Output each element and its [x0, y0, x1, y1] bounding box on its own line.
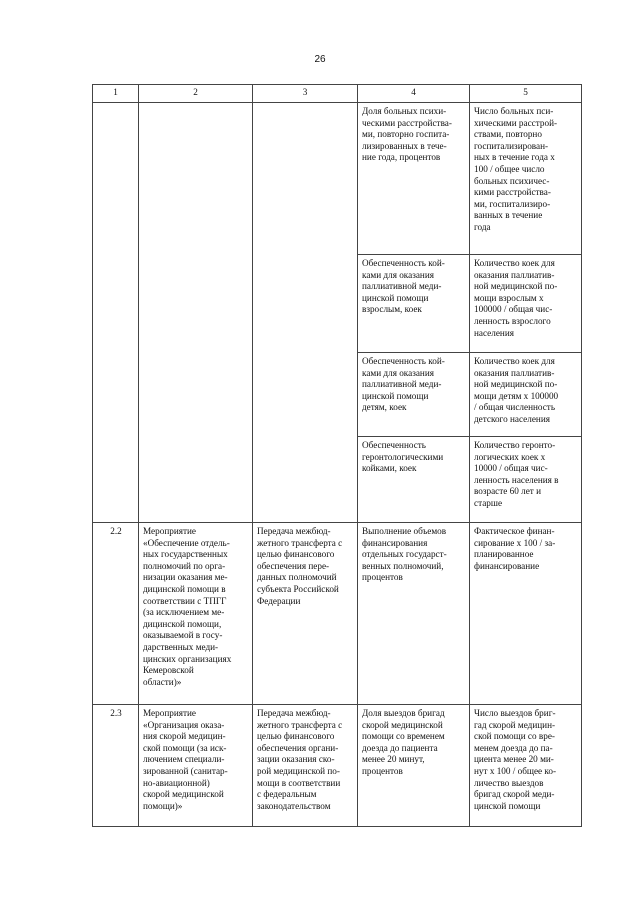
indicator-cell: Обеспеченность геронтологическими койками, коек [358, 437, 470, 523]
row-number-cell: 2.3 [93, 705, 139, 827]
table-row [93, 523, 582, 705]
description-cell: Передача межбюд- жетного трансферта с целью финансового обеспечения органи- зации оказания ско- рой медицинской по- мощи в соответствии с федеральным законодательством [253, 705, 358, 827]
row-number-cell [93, 103, 139, 523]
indicators-table [92, 84, 582, 827]
indicator-cell: Обеспеченность кой- ками для оказания паллиативной меди- цинской помощи детям, коек [358, 353, 470, 437]
formula-cell: Число больных пси- хическими расстрой- ствами, повторно госпитализирован- ных в течение года х 100 / общее число больных психичес- кими расстройства- ми, госпитализиро- ванных в течение года [470, 103, 582, 255]
table-row [93, 103, 582, 255]
formula-cell: Количество коек для оказания паллиатив- ной медицинской по- мощи детям х 100000 / общая численность детского населения [470, 353, 582, 437]
header-cell: 1 [93, 85, 139, 103]
measure-cell: Мероприятие «Обеспечение отдель- ных государственных полномочий по орга- низации оказания ме- дицинской помощи в соответствии с ТПГГ (за исключением ме- дицинской помощи, оказываемой в госу- дарственных меди- цинских организациях Кемеровской области)» [139, 523, 253, 705]
measure-cell [139, 103, 253, 523]
indicator-cell: Доля больных психи- ческими расстройства- ми, повторно госпита- лизированных в тече- ние года, процентов [358, 103, 470, 255]
table-row [93, 705, 582, 827]
page-number: 26 [314, 54, 326, 65]
description-cell: Передача межбюд- жетного трансферта с целью финансового обеспечения пере- данных полномочий субъекта Российской Федерации [253, 523, 358, 705]
header-cell: 2 [139, 85, 253, 103]
indicator-cell: Обеспеченность кой- ками для оказания паллиативной меди- цинской помощи взрослым, коек [358, 255, 470, 353]
header-cell: 4 [358, 85, 470, 103]
formula-cell: Число выездов бриг- гад скорой медицин- ской помощи со вре- менем доезда до па- циента менее 20 ми- нут х 100 / общее ко- личество выездов бригад скорой меди- цинской помощи [470, 705, 582, 827]
formula-cell: Фактическое финан- сирование х 100 / за- планированное финансирование [470, 523, 582, 705]
row-number-cell: 2.2 [93, 523, 139, 705]
header-cell: 5 [470, 85, 582, 103]
description-cell [253, 103, 358, 523]
formula-cell: Количество коек для оказания паллиатив- ной медицинской по- мощи взрослым х 100000 / общая чис- ленность взрослого населения [470, 255, 582, 353]
measure-cell: Мероприятие «Организация оказа- ния скорой медицин- ской помощи (за иск- лючением специали- зированной (санитар- но-авиационной) скорой медицинской помощи)» [139, 705, 253, 827]
indicator-cell: Выполнение объемов финансирования отдельных государст- венных полномочий, процентов [358, 523, 470, 705]
header-cell: 3 [253, 85, 358, 103]
table-header-row [93, 85, 582, 103]
indicator-cell: Доля выездов бригад скорой медицинской помощи со временем доезда до пациента менее 20 минут, процентов [358, 705, 470, 827]
formula-cell: Количество геронто- логических коек х 10000 / общая чис- ленность населения в возрасте 60 лет и старше [470, 437, 582, 523]
